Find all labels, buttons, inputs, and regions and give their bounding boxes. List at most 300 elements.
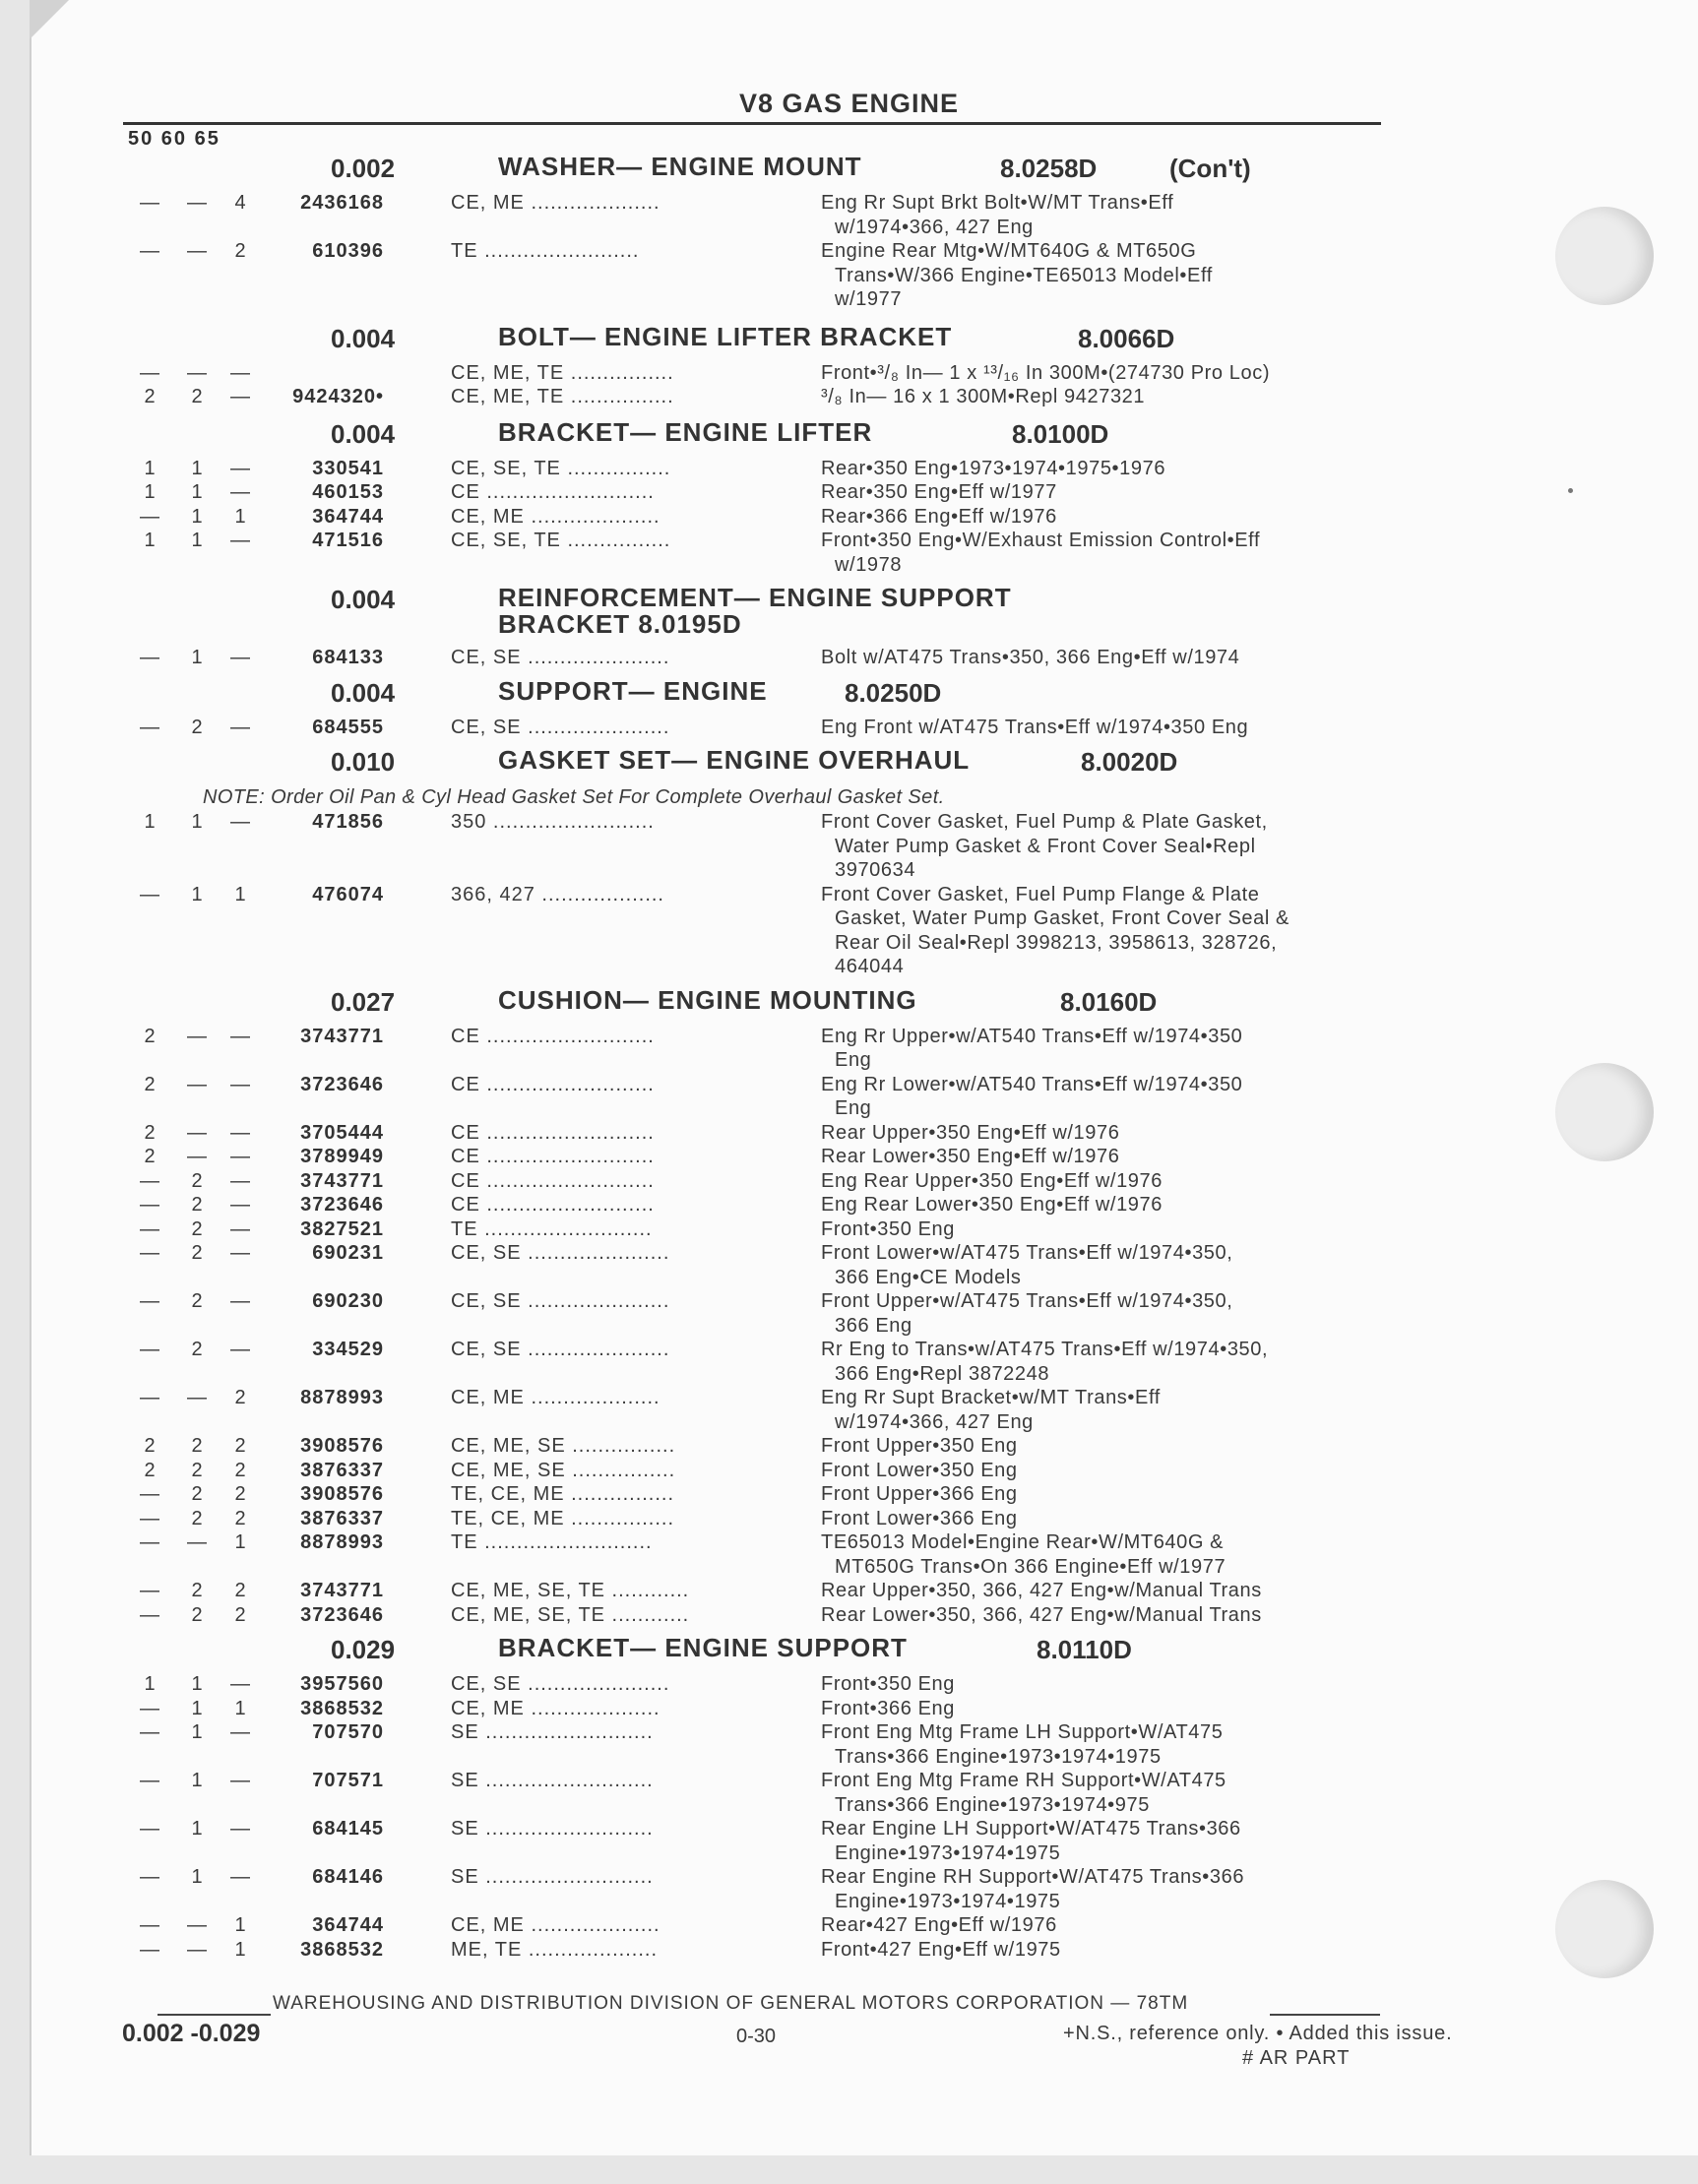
qty-50: —: [140, 883, 159, 905]
section-ref-code: 8.0110D: [1037, 1635, 1132, 1664]
part-number: 3789949: [300, 1146, 384, 1167]
model-codes: TE, CE, ME ................: [451, 1483, 675, 1505]
footer-rule-left: [157, 2014, 271, 2016]
part-description: [821, 810, 1387, 883]
description-line: Front Cover Gasket, Fuel Pump Flange & Plate: [821, 883, 1260, 905]
description-line: MT650G Trans•On 366 Engine•Eff w/1977: [835, 1555, 1226, 1578]
qty-60: 1: [191, 1866, 203, 1888]
section-name: [498, 984, 917, 1015]
qty-65: —: [230, 1025, 250, 1047]
part-row: [0, 1938, 1698, 1963]
section-header: [0, 674, 1698, 716]
description-line: Front•³/₈ In— 1 x ¹³/₁₆ In 300M•(274730 Pro Loc): [821, 361, 1271, 384]
part-description: [821, 716, 1387, 740]
qty-50: —: [140, 1217, 159, 1240]
part-row: [0, 1289, 1698, 1338]
description-line: Rear Engine RH Support•W/AT475 Trans•366: [821, 1866, 1245, 1888]
part-row: [0, 1338, 1698, 1386]
part-description: [821, 1720, 1387, 1769]
qty-50: —: [140, 1194, 159, 1216]
part-row: [0, 1121, 1698, 1146]
part-number: 3723646: [300, 1603, 384, 1626]
part-number: 2436168: [300, 192, 384, 214]
part-row: [0, 1603, 1698, 1628]
part-number: 3876337: [300, 1459, 384, 1481]
part-row: [0, 1386, 1698, 1434]
model-codes: CE, ME ....................: [451, 1697, 660, 1719]
qty-60: 1: [191, 1770, 203, 1791]
qty-50: —: [140, 1290, 159, 1312]
description-line: Eng Rr Upper•w/AT540 Trans•Eff w/1974•350: [821, 1025, 1243, 1047]
section-spacer: [0, 312, 1698, 320]
part-number: 3827521: [300, 1217, 384, 1240]
part-description: [821, 1769, 1387, 1817]
footer-legend: +N.S., reference only. • Added this issue.: [1063, 2023, 1453, 2044]
model-codes: CE ..........................: [451, 481, 655, 503]
qty-60: 2: [191, 1217, 203, 1240]
parts-catalog-content: [0, 150, 1698, 1962]
section-code: 0.004: [331, 585, 396, 614]
qty-50: —: [140, 1914, 159, 1936]
qty-65: 2: [234, 1483, 246, 1505]
qty-50: —: [140, 647, 159, 668]
model-codes: CE, ME, SE ................: [451, 1435, 676, 1457]
footer-ar-part: # AR PART: [1242, 2047, 1351, 2069]
description-line: Eng: [835, 1049, 872, 1071]
section-name-line: BOLT— ENGINE LIFTER BRACKET: [498, 321, 953, 351]
qty-65: —: [230, 1073, 250, 1095]
qty-65: 1: [234, 1914, 246, 1936]
section-header: [0, 1631, 1698, 1672]
description-line: Water Pump Gasket & Front Cover Seal•Repl: [835, 835, 1256, 857]
description-line: 3970634: [835, 859, 916, 881]
description-line: w/1978: [835, 553, 903, 576]
part-row: [0, 1530, 1698, 1579]
qty-65: —: [230, 716, 250, 738]
part-description: [821, 1025, 1387, 1073]
qty-65: 2: [234, 1387, 246, 1408]
part-description: [821, 1865, 1387, 1913]
section-code: 0.004: [331, 323, 396, 353]
qty-65: —: [230, 457, 250, 479]
section-header: [0, 150, 1698, 191]
section-name: [498, 321, 953, 351]
qty-60: 2: [191, 1603, 203, 1626]
description-line: Engine•1973•1974•1975: [835, 1841, 1061, 1864]
part-number: 8878993: [300, 1387, 384, 1408]
qty-60: 1: [191, 811, 203, 833]
qty-60: 2: [191, 1194, 203, 1216]
model-codes: TE ..........................: [451, 1217, 653, 1240]
part-description: [821, 646, 1387, 670]
qty-50: 1: [144, 530, 156, 551]
description-line: Trans•W/366 Engine•TE65013 Model•Eff: [835, 264, 1213, 286]
qty-60: 1: [191, 481, 203, 503]
qty-50: —: [140, 1169, 159, 1192]
model-codes: TE, CE, ME ................: [451, 1507, 675, 1529]
qty-50: —: [140, 1697, 159, 1719]
section-header: [0, 983, 1698, 1025]
qty-65: —: [230, 1146, 250, 1167]
model-codes: SE ..........................: [451, 1721, 654, 1743]
qty-50: 2: [144, 1459, 156, 1481]
part-description: [821, 1145, 1387, 1169]
part-row: [0, 191, 1698, 239]
section-header: [0, 743, 1698, 784]
qty-60: —: [187, 1073, 207, 1095]
part-description: [821, 1482, 1387, 1507]
qty-50: —: [140, 192, 159, 214]
qty-50: —: [140, 1938, 159, 1961]
section-header: [0, 581, 1698, 646]
section-ref-code: 8.0250D: [845, 677, 942, 708]
qty-65: 1: [234, 883, 246, 905]
model-codes: CE, SE, TE ................: [451, 457, 671, 479]
model-codes: CE ..........................: [451, 1146, 655, 1167]
part-row: [0, 1769, 1698, 1817]
part-description: [821, 1507, 1387, 1531]
description-line: Front Upper•366 Eng: [821, 1483, 1018, 1505]
model-codes: CE ..........................: [451, 1194, 655, 1216]
description-line: Rear•427 Eng•Eff w/1976: [821, 1914, 1057, 1936]
qty-60: —: [187, 1914, 207, 1936]
part-row: [0, 1025, 1698, 1073]
description-line: Engine Rear Mtg•W/MT640G & MT650G: [821, 240, 1197, 262]
description-line: ³/₈ In— 16 x 1 300M•Repl 9427321: [821, 386, 1146, 407]
model-codes: CE, SE ......................: [451, 647, 670, 668]
qty-60: 2: [191, 716, 203, 738]
section-name-line: SUPPORT— ENGINE: [498, 675, 768, 706]
description-line: Eng Rr Supt Brkt Bolt•W/MT Trans•Eff: [821, 192, 1174, 214]
part-description: [821, 1603, 1387, 1628]
model-codes: CE, ME ....................: [451, 192, 660, 214]
part-description: [821, 1938, 1387, 1963]
qty-60: 2: [191, 1580, 203, 1601]
model-codes: SE ..........................: [451, 1866, 654, 1888]
part-number: 610396: [312, 240, 384, 262]
model-codes: CE ..........................: [451, 1025, 655, 1047]
section-name-line: GASKET SET— ENGINE OVERHAUL: [498, 745, 971, 775]
description-line: Front Eng Mtg Frame RH Support•W/AT475: [821, 1770, 1226, 1791]
section-code: 0.027: [331, 986, 396, 1017]
qty-50: —: [140, 1770, 159, 1791]
part-number: 3908576: [300, 1435, 384, 1457]
part-description: [821, 1579, 1387, 1603]
qty-50: 2: [144, 1435, 156, 1457]
model-codes: CE, SE, TE ................: [451, 530, 671, 551]
qty-65: 1: [234, 1938, 246, 1961]
qty-60: —: [187, 1121, 207, 1144]
part-row: [0, 480, 1698, 505]
qty-65: —: [230, 1121, 250, 1144]
section-ref-code: 8.0066D: [1078, 323, 1175, 353]
qty-50: —: [140, 1866, 159, 1888]
qty-65: —: [230, 811, 250, 833]
model-codes: CE, ME, SE ................: [451, 1459, 676, 1481]
qty-65: —: [230, 1818, 250, 1840]
section-code: 0.004: [331, 418, 396, 449]
section-ref-code: 8.0020D: [1081, 747, 1178, 777]
description-line: 366 Eng•CE Models: [835, 1266, 1022, 1288]
part-row: [0, 1720, 1698, 1769]
part-number: 334529: [312, 1339, 384, 1360]
footer-range: 0.002 -0.029: [122, 2020, 261, 2047]
part-description: [821, 1672, 1387, 1697]
part-description: [821, 480, 1387, 505]
qty-65: 2: [234, 1507, 246, 1529]
part-description: [821, 1697, 1387, 1721]
qty-65: —: [230, 1770, 250, 1791]
qty-50: —: [140, 505, 159, 528]
model-codes: TE ..........................: [451, 1531, 653, 1553]
description-line: w/1974•366, 427 Eng: [835, 1410, 1034, 1433]
qty-50: —: [140, 1603, 159, 1626]
qty-50: —: [140, 1387, 159, 1408]
part-row: [0, 1817, 1698, 1865]
description-line: Rear•350 Eng•Eff w/1977: [821, 481, 1057, 503]
description-line: Front•350 Eng•W/Exhaust Emission Control•Eff: [821, 530, 1261, 551]
description-line: Rear Engine LH Support•W/AT475 Trans•366: [821, 1818, 1241, 1840]
description-line: Front•350 Eng: [821, 1217, 955, 1240]
qty-65: —: [230, 1721, 250, 1743]
part-number: 690231: [312, 1242, 384, 1264]
part-description: [821, 1434, 1387, 1459]
qty-65: 1: [234, 1697, 246, 1719]
part-number: 3723646: [300, 1194, 384, 1216]
qty-60: —: [187, 1025, 207, 1047]
part-number: 9424320•: [292, 386, 384, 407]
qty-60: 2: [191, 386, 203, 407]
years-column-header: 50 60 65: [128, 128, 220, 150]
part-row: [0, 646, 1698, 670]
description-line: Rr Eng to Trans•w/AT475 Trans•Eff w/1974•350,: [821, 1339, 1269, 1360]
part-row: [0, 1865, 1698, 1913]
section-header: [0, 415, 1698, 457]
part-number: 684133: [312, 647, 384, 668]
section-code: 0.029: [331, 1635, 396, 1664]
part-row: [0, 529, 1698, 577]
part-number: 476074: [312, 883, 384, 905]
model-codes: CE, ME ....................: [451, 505, 660, 528]
description-line: Eng Rear Upper•350 Eng•Eff w/1976: [821, 1169, 1163, 1192]
part-number: 364744: [312, 1914, 384, 1936]
part-description: [821, 1338, 1387, 1386]
section-name: [498, 154, 862, 180]
part-number: 684145: [312, 1818, 384, 1840]
part-row: [0, 1697, 1698, 1721]
qty-60: —: [187, 192, 207, 214]
model-codes: CE, ME ....................: [451, 1387, 660, 1408]
qty-60: —: [187, 361, 207, 384]
part-number: 3957560: [300, 1673, 384, 1695]
description-line: Rear Oil Seal•Repl 3998213, 3958613, 328726,: [835, 931, 1278, 954]
description-line: 366 Eng: [835, 1314, 912, 1337]
qty-50: 2: [144, 1073, 156, 1095]
part-description: [821, 191, 1387, 239]
qty-60: 2: [191, 1507, 203, 1529]
qty-60: —: [187, 1938, 207, 1961]
part-description: [821, 1913, 1387, 1938]
qty-60: 2: [191, 1483, 203, 1505]
part-description: [821, 1289, 1387, 1338]
section-name: [498, 585, 1012, 638]
part-row: [0, 1073, 1698, 1121]
description-line: Front Lower•w/AT475 Trans•Eff w/1974•350,: [821, 1242, 1233, 1264]
qty-60: 1: [191, 1673, 203, 1695]
model-codes: CE, SE ......................: [451, 1242, 670, 1264]
part-number: 3908576: [300, 1483, 384, 1505]
description-line: Trans•366 Engine•1973•1974•1975: [835, 1745, 1162, 1768]
section-name-line: REINFORCEMENT— ENGINE SUPPORT: [498, 583, 1012, 612]
page-number: 0-30: [736, 2026, 777, 2047]
qty-60: 2: [191, 1169, 203, 1192]
qty-60: 1: [191, 647, 203, 668]
section-name-line: BRACKET 8.0195D: [498, 609, 742, 639]
part-description: [821, 505, 1387, 530]
description-line: Front Cover Gasket, Fuel Pump & Plate Gasket,: [821, 811, 1268, 833]
part-number: 690230: [312, 1290, 384, 1312]
part-row: [0, 716, 1698, 740]
qty-65: —: [230, 481, 250, 503]
model-codes: CE ..........................: [451, 1121, 655, 1144]
part-number: 330541: [312, 457, 384, 479]
part-description: [821, 1169, 1387, 1194]
qty-65: 2: [234, 240, 246, 262]
qty-50: —: [140, 1242, 159, 1264]
section-code: 0.010: [331, 747, 396, 777]
continued-label: (Con't): [1169, 154, 1251, 183]
section-ref-code: 8.0258D: [1000, 154, 1098, 183]
part-row: [0, 810, 1698, 883]
qty-50: 1: [144, 481, 156, 503]
section-ref-code: 8.0100D: [1012, 418, 1109, 449]
description-line: Trans•366 Engine•1973•1974•975: [835, 1793, 1150, 1816]
part-number: 3723646: [300, 1073, 384, 1095]
description-line: Bolt w/AT475 Trans•350, 366 Eng•Eff w/1974: [821, 647, 1240, 668]
qty-50: 2: [144, 386, 156, 407]
qty-50: —: [140, 1818, 159, 1840]
part-number: 8878993: [300, 1531, 384, 1553]
model-codes: ME, TE ....................: [451, 1938, 658, 1961]
part-description: [821, 529, 1387, 577]
model-codes: 366, 427 ...................: [451, 883, 664, 905]
section-ref-code: 8.0160D: [1060, 986, 1158, 1017]
part-row: [0, 361, 1698, 386]
qty-60: 2: [191, 1290, 203, 1312]
section-name: [498, 675, 768, 706]
model-codes: CE, ME, TE ................: [451, 386, 674, 407]
description-line: Rear Upper•350 Eng•Eff w/1976: [821, 1121, 1120, 1144]
model-codes: CE, SE ......................: [451, 1673, 670, 1695]
part-row: [0, 1169, 1698, 1194]
part-row: [0, 1579, 1698, 1603]
qty-60: 1: [191, 530, 203, 551]
part-number: 707570: [312, 1721, 384, 1743]
model-codes: CE, ME, TE ................: [451, 361, 674, 384]
description-line: TE65013 Model•Engine Rear•W/MT640G &: [821, 1531, 1225, 1553]
model-codes: CE, SE ......................: [451, 1339, 670, 1360]
qty-50: —: [140, 1580, 159, 1601]
section-name-line: WASHER— ENGINE MOUNT: [498, 152, 862, 181]
model-codes: CE, SE ......................: [451, 716, 670, 738]
part-number: 684146: [312, 1866, 384, 1888]
part-row: [0, 1459, 1698, 1483]
part-row: [0, 239, 1698, 312]
part-row: [0, 505, 1698, 530]
description-line: Rear Lower•350 Eng•Eff w/1976: [821, 1146, 1120, 1167]
qty-65: —: [230, 530, 250, 551]
qty-50: —: [140, 716, 159, 738]
part-number: 3705444: [300, 1121, 384, 1144]
qty-65: —: [230, 1194, 250, 1216]
description-line: Eng: [835, 1097, 872, 1119]
description-line: w/1977: [835, 288, 903, 310]
qty-60: —: [187, 240, 207, 262]
description-line: Rear•350 Eng•1973•1974•1975•1976: [821, 457, 1166, 479]
part-row: [0, 1241, 1698, 1289]
model-codes: SE ..........................: [451, 1818, 654, 1840]
part-description: [821, 1530, 1387, 1579]
description-line: Front Lower•366 Eng: [821, 1507, 1018, 1529]
description-line: Eng Rr Supt Bracket•w/MT Trans•Eff: [821, 1387, 1161, 1408]
description-line: Gasket, Water Pump Gasket, Front Cover Seal &: [835, 907, 1289, 929]
qty-50: —: [140, 1507, 159, 1529]
footer-rule-right: [1270, 2014, 1380, 2016]
part-description: [821, 1459, 1387, 1483]
qty-60: 2: [191, 1242, 203, 1264]
model-codes: TE ........................: [451, 240, 640, 262]
part-row: [0, 1913, 1698, 1938]
qty-50: —: [140, 1721, 159, 1743]
qty-50: —: [140, 1531, 159, 1553]
part-description: [821, 1193, 1387, 1217]
part-row: [0, 1434, 1698, 1459]
part-row: [0, 1217, 1698, 1242]
part-description: [821, 1217, 1387, 1242]
description-line: Rear Lower•350, 366, 427 Eng•w/Manual Trans: [821, 1603, 1262, 1626]
part-description: [821, 457, 1387, 481]
part-number: 3743771: [300, 1169, 384, 1192]
note-text: NOTE: Order Oil Pan & Cyl Head Gasket Set For Complete Overhaul Gasket Set.: [203, 786, 945, 808]
part-row: [0, 1193, 1698, 1217]
part-number: 707571: [312, 1770, 384, 1791]
part-row: [0, 457, 1698, 481]
description-line: Eng Front w/AT475 Trans•Eff w/1974•350 Eng: [821, 716, 1249, 738]
part-description: [821, 385, 1387, 409]
part-number: 471516: [312, 530, 384, 551]
qty-50: —: [140, 1339, 159, 1360]
qty-60: 2: [191, 1459, 203, 1481]
part-description: [821, 361, 1387, 386]
model-codes: CE ..........................: [451, 1073, 655, 1095]
description-line: Rear•366 Eng•Eff w/1976: [821, 505, 1057, 528]
section-header: [0, 320, 1698, 361]
model-codes: CE, ME, SE, TE ............: [451, 1580, 690, 1601]
page-corner-fold: [30, 0, 69, 39]
qty-65: —: [230, 361, 250, 384]
description-line: Front Lower•350 Eng: [821, 1459, 1018, 1481]
qty-65: 4: [234, 192, 246, 214]
qty-60: 1: [191, 457, 203, 479]
description-line: Front•427 Eng•Eff w/1975: [821, 1938, 1061, 1961]
description-line: Front Eng Mtg Frame LH Support•W/AT475: [821, 1721, 1224, 1743]
description-line: Front Upper•w/AT475 Trans•Eff w/1974•350,: [821, 1290, 1233, 1312]
part-number: 3743771: [300, 1580, 384, 1601]
qty-60: 2: [191, 1339, 203, 1360]
description-line: 464044: [835, 956, 905, 977]
qty-50: —: [140, 361, 159, 384]
model-codes: 350 .........................: [451, 811, 655, 833]
